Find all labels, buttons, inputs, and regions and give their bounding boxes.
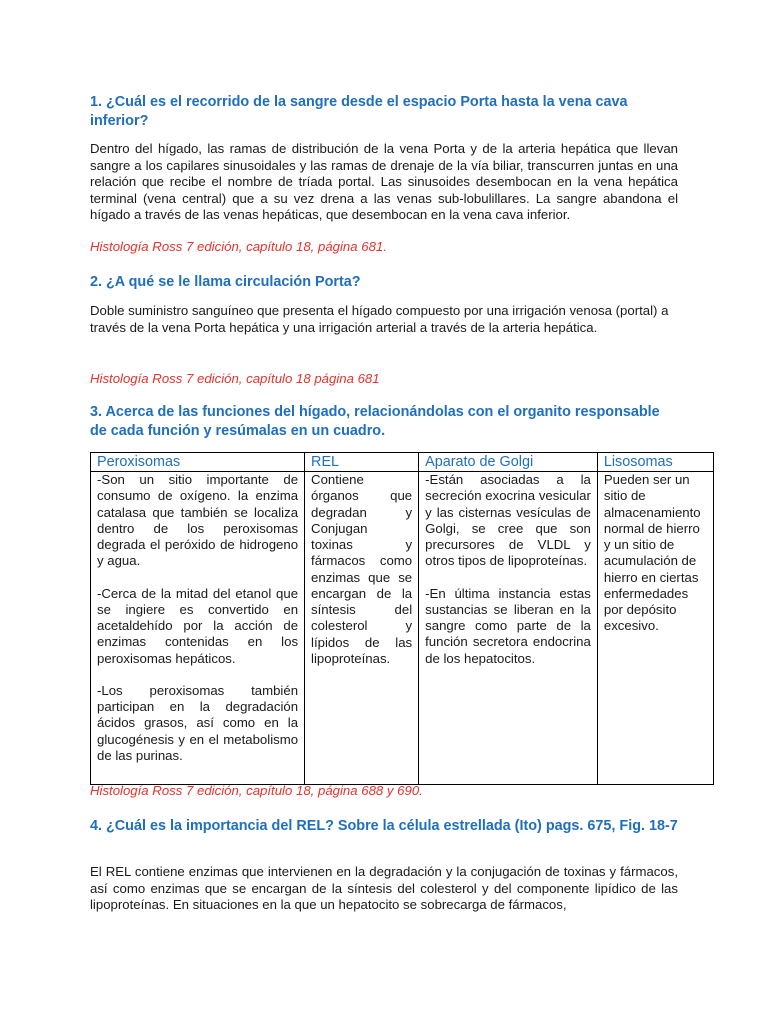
cell-rel	[305, 472, 419, 785]
header-lisosomas: Lisosomas	[597, 453, 713, 472]
rel-point-1: Contiene órganos que degradan y Conjugan toxinas y fármacos como enzimas que se encargan de la síntesis del colesterol y lípidos de las lipoproteínas.	[311, 472, 413, 666]
peroxisomas-point-1: -Son un sitio importante de consumo de oxígeno. la enzima catalasa que también se localiza dentro de los peroxisomas degrada el peróxido de hidrogeno y agua.	[97, 472, 299, 569]
question-1-citation: Histología Ross 7 edición, capítulo 18, página 681.	[90, 239, 387, 254]
question-2-citation: Histología Ross 7 edición, capítulo 18 página 681	[90, 371, 380, 386]
question-4-title: 4. ¿Cuál es la importancia del REL? Sobre la célula estrellada (Ito) pags. 675, Fig. 18-7	[90, 818, 678, 834]
peroxisomas-point-3: -Los peroxisomas también participan en la degradación ácidos grasos, así como en la glucogénesis y en el metabolismo de las purinas.	[97, 682, 299, 763]
table-row	[91, 472, 714, 785]
golgi-point-1: -Están asociadas a la secreción exocrina vesicular y las cisternas vesículas de Golgi, se cree que son precursores de VLDL y otros tipos de lipoproteínas.	[425, 472, 591, 569]
organelle-function-table	[90, 452, 714, 785]
question-4-answer: El REL contiene enzimas que intervienen en la degradación y la conjugación de toxinas y fármacos, así como enzimas que se encargan de la síntesis del colesterol y del componente lipídico de las lipoproteínas. En situaciones en la que un hepatocito se sobrecarga de fármacos,	[90, 864, 678, 912]
question-1-answer: Dentro del hígado, las ramas de distribución de la vena Porta y de la arteria hepática que llevan sangre a los capilares sinusoidales y las ramas de drenaje de la vía biliar, transcurren juntas en una relación que recibe el nombre de tríada portal. Las sinusoides desembocan en la vena hepática terminal (vena central) que a su vez drena a las venas sub-lobulillares. La sangre abandona el hígado a través de las venas hepáticas, que desembocan en la vena cava inferior.	[90, 141, 678, 222]
question-2-answer: Doble suministro sanguíneo que presenta el hígado compuesto por una irrigación venosa (portal) a través de la vena Porta hepática y una irrigación arterial a través de la arteria hepática.	[90, 303, 669, 335]
table-header-row	[91, 453, 714, 472]
cell-golgi	[419, 472, 598, 785]
header-peroxisomas: Peroxisomas	[91, 453, 305, 472]
header-golgi: Aparato de Golgi	[419, 453, 598, 472]
lisosomas-point-1: Pueden ser un sitio de almacenamiento normal de hierro y un sitio de acumulación de hierro en ciertas enfermedades por depósito excesivo.	[603, 472, 701, 634]
cell-lisosomas	[597, 472, 713, 785]
peroxisomas-point-2: -Cerca de la mitad del etanol que se ingiere es convertido en acetaldehído por la acción de enzimas contenidas en los peroxisomas hepáticos.	[97, 585, 299, 666]
question-3-citation: Histología Ross 7 edición, capítulo 18, página 688 y 690.	[90, 783, 423, 798]
header-rel: REL	[305, 453, 419, 472]
question-1-title: 1. ¿Cuál es el recorrido de la sangre desde el espacio Porta hasta la vena cava inferior?	[90, 94, 628, 129]
question-2-title: 2. ¿A qué se le llama circulación Porta?	[90, 274, 361, 290]
cell-peroxisomas	[91, 472, 305, 785]
golgi-point-2: -En última instancia estas sustancias se liberan en la sangre como parte de la función secretora endocrina de los hepatocitos.	[425, 585, 591, 666]
question-3-title: 3. Acerca de las funciones del hígado, relacionándolas con el organito responsable de cada función y resúmalas en un cuadro.	[90, 404, 660, 439]
